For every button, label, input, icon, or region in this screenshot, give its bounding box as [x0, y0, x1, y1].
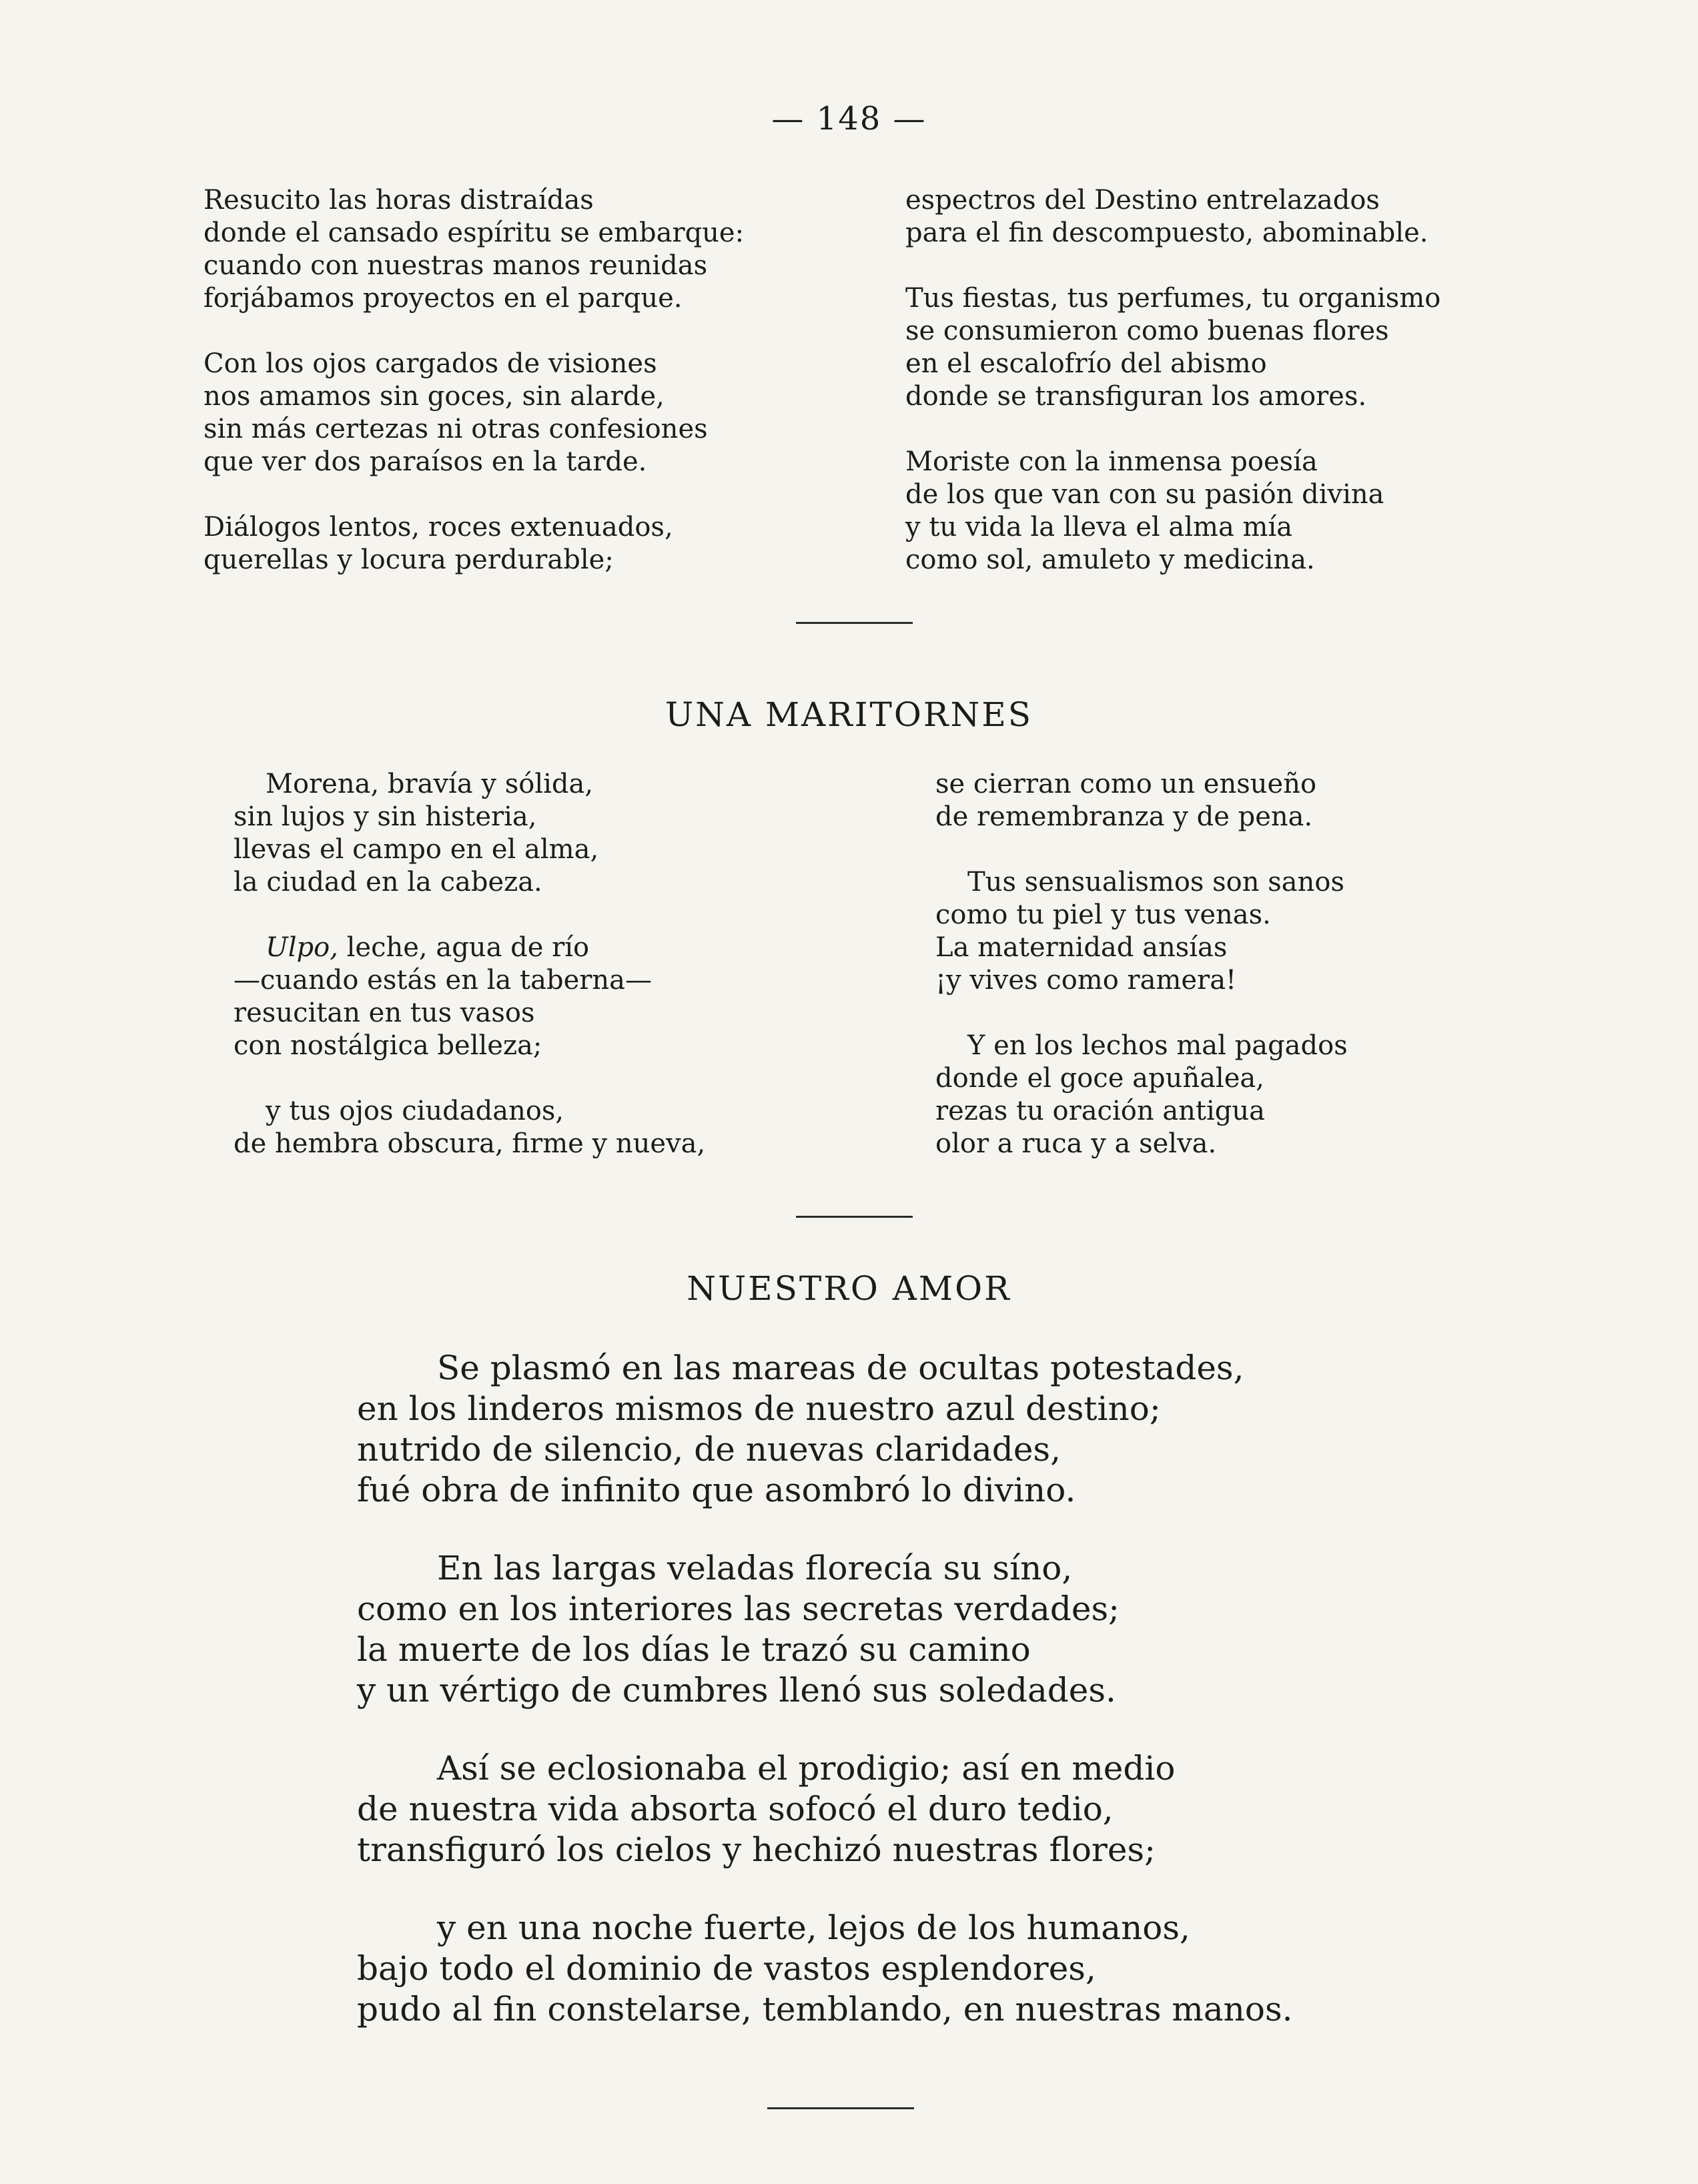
verse-line: y tu vida la lleva el alma mía — [905, 512, 1293, 542]
stanza — [905, 446, 1440, 577]
italic-word: Ulpo, — [266, 932, 338, 963]
stanza — [935, 768, 1348, 833]
verse-line: y un vértigo de cumbres llenó sus soledades. — [357, 1671, 1116, 1710]
verse-line: de los que van con su pasión divina — [905, 479, 1384, 510]
verse-line: ¡y vives como ramera! — [935, 965, 1237, 996]
stanza — [203, 511, 744, 577]
verse-line: donde el cansado espíritu se embarque: — [203, 218, 745, 248]
verse-line: nos amamos sin goces, sin alarde, — [203, 381, 665, 412]
verse-line: llevas el campo en el alma, — [234, 834, 599, 865]
verse-line: se cierran como un ensueño — [935, 769, 1317, 799]
verse-line: Se plasmó en las mareas de ocultas potestades, — [437, 1349, 1244, 1387]
verse-line: con nostálgica belleza; — [234, 1030, 542, 1061]
poem1-left-column — [203, 184, 744, 577]
poem2-left-column — [234, 768, 705, 1160]
section-divider — [796, 1216, 913, 1218]
poem-title: UNA MARITORNES — [665, 695, 1033, 734]
verse-line: en el escalofrío del abismo — [905, 348, 1267, 379]
verse-line: Diálogos lentos, roces extenuados, — [203, 512, 673, 542]
verse-line: sin más certezas ni otras confesiones — [203, 414, 708, 444]
verse-line: y en una noche fuerte, lejos de los humanos, — [437, 1908, 1190, 1947]
verse-line: la ciudad en la cabeza. — [234, 867, 542, 897]
verse-line: espectros del Destino entrelazados — [905, 185, 1380, 216]
verse-line — [234, 932, 705, 964]
verse-line: olor a ruca y a selva. — [935, 1128, 1217, 1159]
verse-line: en los linderos mismos de nuestro azul destino; — [357, 1389, 1161, 1428]
verse-line: de hembra obscura, firme y nueva, — [234, 1128, 706, 1159]
stanza — [357, 1748, 1293, 1870]
verse-line: forjábamos proyectos en el parque. — [203, 283, 683, 314]
verse-fragment: leche, agua de río — [338, 932, 590, 963]
verse-line: En las largas veladas florecía su síno, — [437, 1549, 1073, 1587]
verse-line: donde el goce apuñalea, — [935, 1063, 1264, 1094]
verse-line: —cuando estás en la taberna— — [234, 965, 652, 996]
verse-line: fué obra de infinito que asombró lo divino. — [357, 1471, 1076, 1509]
verse-line: Moriste con la inmensa poesía — [905, 446, 1318, 477]
verse-line: como en los interiores las secretas verdades; — [357, 1589, 1120, 1628]
stanza — [357, 1548, 1293, 1711]
page-number: — 148 — — [771, 100, 927, 137]
poem3-body — [357, 1348, 1293, 2067]
verse-line: la muerte de los días le trazó su camino — [357, 1630, 1031, 1669]
verse-line: Y en los lechos mal pagados — [967, 1030, 1348, 1061]
verse-line: y tus ojos ciudadanos, — [266, 1096, 564, 1126]
poem-title: NUESTRO AMOR — [687, 1269, 1011, 1308]
stanza — [203, 348, 744, 478]
stanza — [234, 1095, 705, 1160]
verse-line: para el fin descompuesto, abominable. — [905, 218, 1428, 248]
stanza — [905, 282, 1440, 413]
verse-line: de nuestra vida absorta sofocó el duro tedio, — [357, 1790, 1114, 1828]
stanza — [905, 184, 1440, 250]
verse-line: de remembranza y de pena. — [935, 801, 1313, 832]
verse-line: se consumieron como buenas flores — [905, 316, 1389, 346]
verse-line: resucitan en tus vasos — [234, 998, 535, 1028]
verse-line: querellas y locura perdurable; — [203, 544, 614, 575]
stanza — [357, 1348, 1293, 1511]
verse-line: donde se transfiguran los amores. — [905, 381, 1367, 412]
verse-line: Con los ojos cargados de visiones — [203, 348, 657, 379]
verse-line: sin lujos y sin histeria, — [234, 801, 537, 832]
verse-line: Morena, bravía y sólida, — [266, 769, 594, 799]
poem2-right-column — [935, 768, 1348, 1160]
stanza — [234, 932, 705, 1062]
verse-line: Resucito las horas distraídas — [203, 185, 594, 216]
verse-line: Así se eclosionaba el prodigio; así en medio — [437, 1749, 1176, 1788]
verse-line: bajo todo el dominio de vastos esplendores, — [357, 1949, 1096, 1988]
stanza — [234, 768, 705, 899]
verse-line: Tus sensualismos son sanos — [967, 867, 1344, 897]
stanza — [935, 866, 1348, 997]
stanza — [203, 184, 744, 315]
verse-line: como sol, amuleto y medicina. — [905, 544, 1315, 575]
verse-line: transfiguró los cielos y hechizó nuestras flores; — [357, 1830, 1156, 1869]
verse-line: cuando con nuestras manos reunidas — [203, 250, 708, 281]
poem1-right-column — [905, 184, 1440, 577]
verse-line: que ver dos paraísos en la tarde. — [203, 446, 647, 477]
section-divider — [796, 622, 913, 624]
stanza — [357, 1908, 1293, 2030]
verse-line: pudo al fin constelarse, temblando, en nuestras manos. — [357, 1990, 1293, 2029]
stanza — [935, 1030, 1348, 1160]
verse-line: como tu piel y tus venas. — [935, 899, 1271, 930]
verse-line: rezas tu oración antigua — [935, 1096, 1266, 1126]
verse-line: La maternidad ansías — [935, 932, 1228, 963]
verse-line: Tus fiestas, tus perfumes, tu organismo — [905, 283, 1441, 314]
section-divider — [767, 2107, 914, 2109]
verse-line: nutrido de silencio, de nuevas claridades, — [357, 1430, 1061, 1469]
